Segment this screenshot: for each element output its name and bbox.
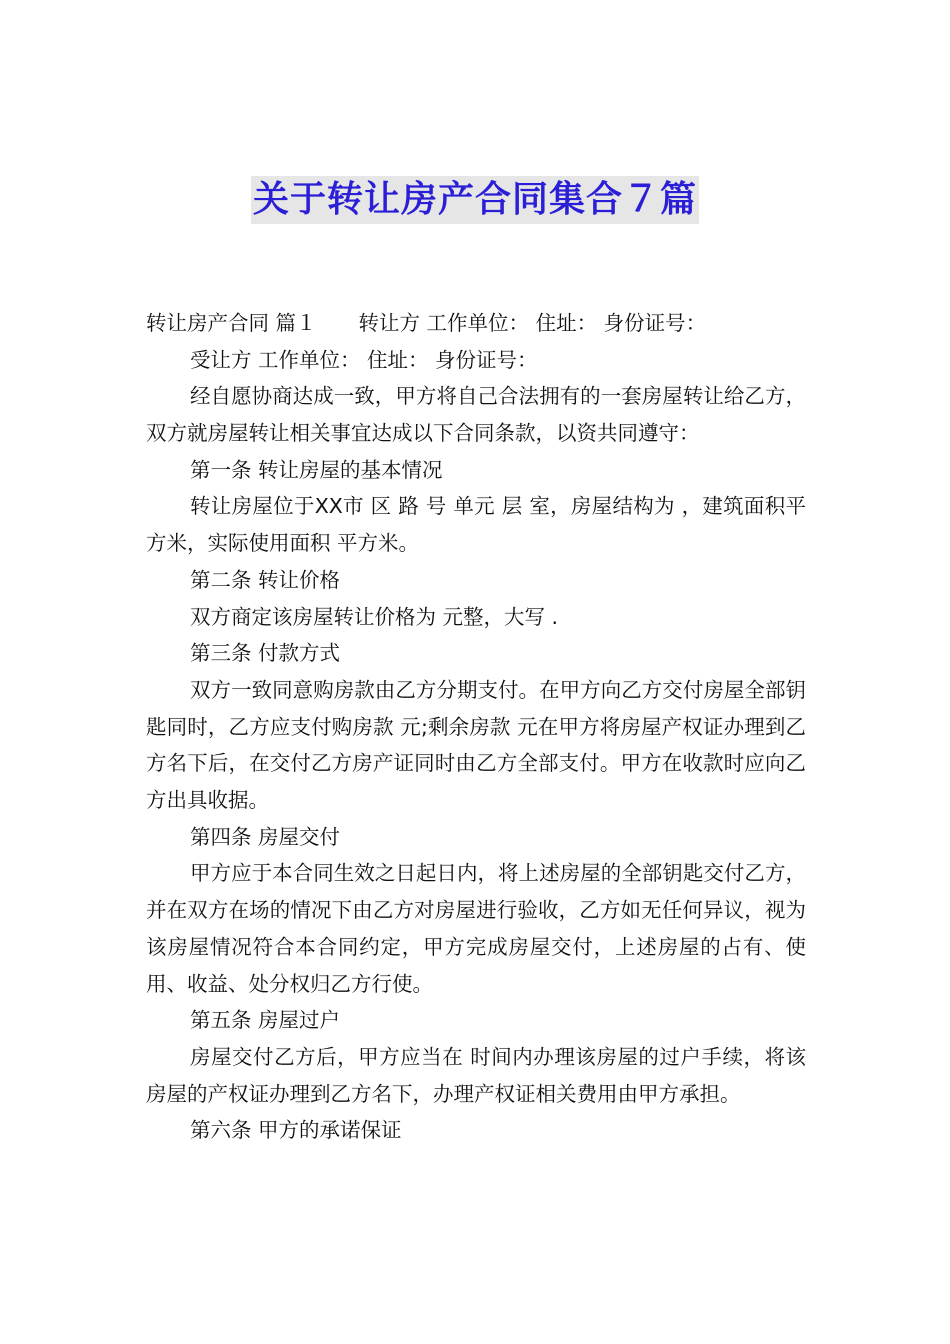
clause-6-heading: 第六条 甲方的承诺保证 <box>190 1118 402 1143</box>
document-body <box>146 305 806 1149</box>
transferee-info: 受让方 工作单位： 住址： 身份证号： <box>190 347 538 372</box>
paragraph-clause-3: 双方一致同意购房款由乙方分期支付。在甲方向乙方交付房屋全部钥匙同时，乙方应支付购房款 元;剩余房款 元在甲方将房屋产权证办理到乙方名下后，在交付乙方房产证同时由乙方全部支付。甲方在收款时应向乙方出具收据。 <box>146 677 806 813</box>
clause-3-heading: 第三条 付款方式 <box>190 641 341 666</box>
clause-5-heading: 第五条 房屋过户 <box>190 1008 341 1033</box>
paragraph-clause-5: 房屋交付乙方后，甲方应当在 时间内办理该房屋的过户手续，将该房屋的产权证办理到乙方名下，办理产权证相关费用由甲方承担。 <box>146 1044 806 1106</box>
transferor-info: 转让方 工作单位： 住址： 身份证号： <box>358 311 707 335</box>
header-line <box>146 305 806 342</box>
section-heading: 转让房产合同 篇１ <box>146 311 317 335</box>
paragraph-clause-2: 双方商定该房屋转让价格为 元整，大写 . <box>190 604 559 629</box>
clause-1-heading: 第一条 转让房屋的基本情况 <box>190 457 443 482</box>
document-title: 关于转让房产合同集合７篇 <box>251 176 699 224</box>
paragraph-intro: 经自愿协商达成一致，甲方将自己合法拥有的一套房屋转让给乙方，双方就房屋转让相关事宜达成以下合同条款，以资共同遵守： <box>146 384 806 446</box>
paragraph-clause-4: 甲方应于本合同生效之日起日内，将上述房屋的全部钥匙交付乙方，并在双方在场的情况下由乙方对房屋进行验收，乙方如无任何异议，视为该房屋情况符合本合同约定，甲方完成房屋交付，上述房屋的占有、使用、收益、处分权归乙方行使。 <box>146 861 806 996</box>
title-container <box>0 176 950 224</box>
paragraph-clause-1: 转让房屋位于XX市 区 路 号 单元 层 室，房屋结构为 ，建筑面积平方米，实际使用面积 平方米。 <box>146 494 806 556</box>
clause-2-heading: 第二条 转让价格 <box>190 567 341 592</box>
clause-4-heading: 第四条 房屋交付 <box>190 824 341 849</box>
